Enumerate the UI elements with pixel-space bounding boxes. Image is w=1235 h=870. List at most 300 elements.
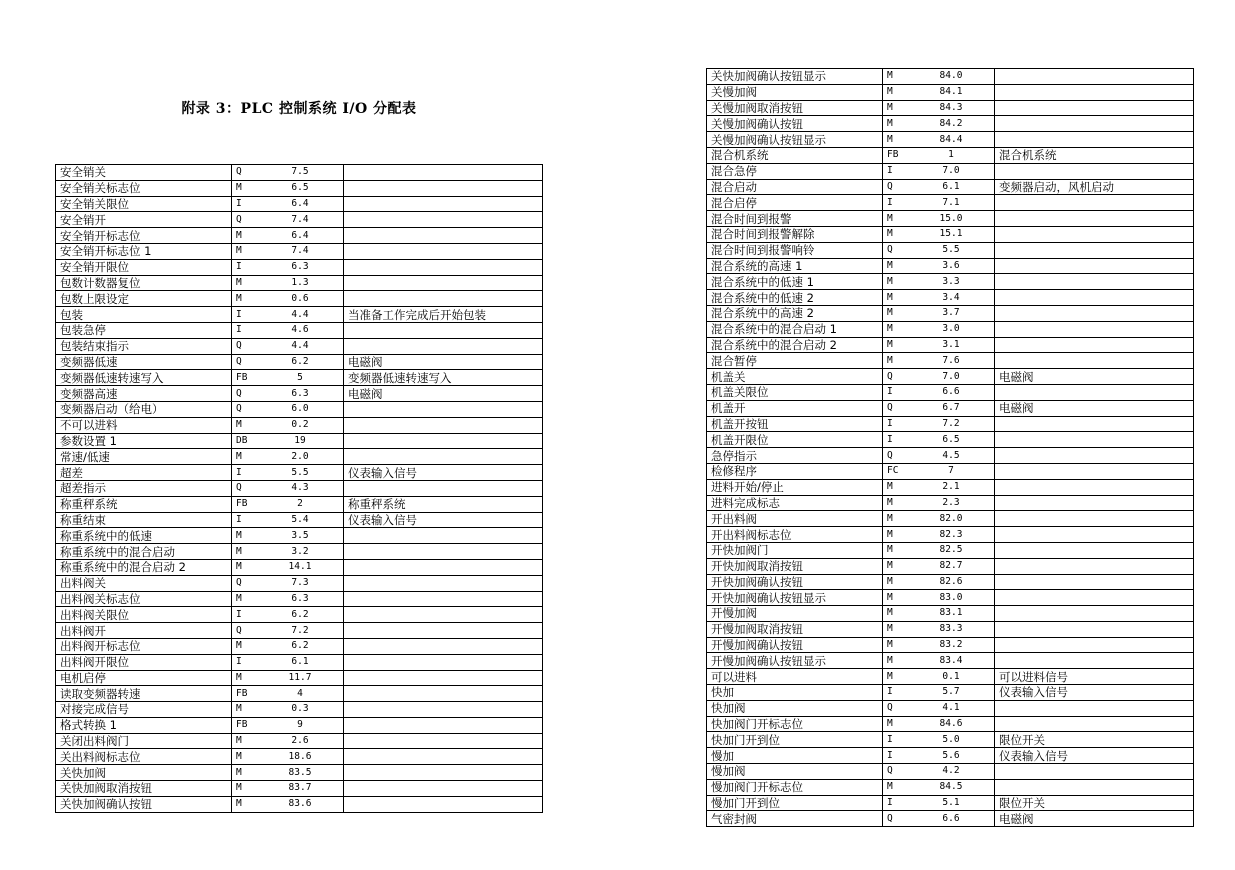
address-cell [232,370,344,386]
address-number: 4.4 [291,340,309,352]
signal-name-cell: 安全销关限位 [56,196,232,212]
address-cell [883,100,995,116]
remark-cell [344,559,543,575]
address-number: 5.5 [942,244,960,256]
address-number: 4 [297,687,303,699]
address-number: 3.3 [942,275,960,287]
address-cell [232,291,344,307]
table-row [707,764,1194,780]
address-type: Q [236,166,242,178]
address-cell [883,321,995,337]
signal-name-cell: 慢加阀 [707,764,883,780]
table-row [56,512,543,528]
address-cell [883,716,995,732]
address-type: M [236,450,242,462]
remark-cell: 仪表输入信号 [995,748,1194,764]
address-number: 82.6 [939,575,963,587]
signal-name-cell: 关快加阀 [56,765,232,781]
address-cell [883,84,995,100]
address-number: 84.4 [939,133,963,145]
remark-cell [344,749,543,765]
signal-name-cell: 快加阀 [707,700,883,716]
table-row [56,243,543,259]
address-cell [883,195,995,211]
table-row [707,511,1194,527]
signal-name-cell: 称重系统中的混合启动 2 [56,559,232,575]
remark-cell [344,670,543,686]
table-row [707,637,1194,653]
address-type: M [887,323,893,335]
table-row [707,732,1194,748]
address-number: 5.1 [942,797,960,809]
table-row [56,733,543,749]
signal-name-cell: 出料阀开标志位 [56,638,232,654]
remark-cell: 限位开关 [995,795,1194,811]
remark-cell [995,716,1194,732]
address-type: M [887,670,893,682]
signal-name-cell: 开慢加阀 [707,606,883,622]
address-cell [883,764,995,780]
address-type: M [887,639,893,651]
remark-cell [344,733,543,749]
address-number: 3.6 [942,259,960,271]
table-row [56,401,543,417]
remark-cell [995,448,1194,464]
address-type: M [887,338,893,350]
signal-name-cell: 开慢加阀确认按钮 [707,637,883,653]
remark-cell [995,574,1194,590]
address-type: I [887,165,893,177]
table-row [56,654,543,670]
table-row [707,416,1194,432]
address-type: M [887,591,893,603]
address-number: 3.0 [942,323,960,335]
address-number: 5.5 [291,466,309,478]
address-type: M [887,86,893,98]
address-type: I [887,386,893,398]
table-row [56,180,543,196]
signal-name-cell: 慢加 [707,748,883,764]
signal-name-cell: 混合时间到报警 [707,211,883,227]
address-cell [232,465,344,481]
address-number: 83.4 [939,654,963,666]
table-row [707,84,1194,100]
address-type: Q [236,577,242,589]
address-cell [883,353,995,369]
address-type: FB [236,687,248,699]
address-number: 0.1 [942,670,960,682]
address-type: M [236,292,242,304]
remark-cell [995,69,1194,85]
address-number: 6.6 [942,812,960,824]
address-cell [232,196,344,212]
signal-name-cell: 开快加阀取消按钮 [707,558,883,574]
address-number: 19 [294,434,306,446]
address-cell [232,607,344,623]
address-number: 3.5 [291,529,309,541]
address-cell [883,669,995,685]
signal-name-cell: 常速/低速 [56,449,232,465]
signal-name-cell: 开快加阀确认按钮 [707,574,883,590]
remark-cell [995,653,1194,669]
remark-cell [344,796,543,812]
address-number: 3.1 [942,338,960,350]
remark-cell [344,196,543,212]
remark-cell [995,495,1194,511]
remark-cell [995,116,1194,132]
address-type: Q [236,403,242,415]
address-type: M [236,782,242,794]
address-cell [883,590,995,606]
address-cell [883,606,995,622]
remark-cell [344,717,543,733]
address-cell [232,686,344,702]
address-number: 5.0 [942,733,960,745]
table-row [707,479,1194,495]
table-row [707,558,1194,574]
address-type: M [236,182,242,194]
address-type: M [887,496,893,508]
address-cell [232,243,344,259]
table-row [56,212,543,228]
address-number: 83.1 [939,607,963,619]
address-number: 84.0 [939,70,963,82]
table-row [707,653,1194,669]
address-type: FB [887,149,899,161]
address-number: 83.3 [939,623,963,635]
table-row [56,686,543,702]
address-type: Q [887,244,893,256]
remark-cell [995,511,1194,527]
address-type: M [887,307,893,319]
address-number: 4.1 [942,702,960,714]
remark-cell [995,84,1194,100]
signal-name-cell: 出料阀关限位 [56,607,232,623]
table-row [707,100,1194,116]
signal-name-cell: 开慢加阀取消按钮 [707,621,883,637]
address-type: I [887,797,893,809]
address-number: 7.4 [291,213,309,225]
table-row [56,449,543,465]
remark-cell [344,623,543,639]
address-type: M [236,640,242,652]
address-type: M [887,212,893,224]
address-cell [232,670,344,686]
address-cell [883,400,995,416]
table-row [56,717,543,733]
address-type: M [887,275,893,287]
remark-cell: 限位开关 [995,732,1194,748]
address-type: M [236,561,242,573]
address-number: 4.6 [291,324,309,336]
remark-cell [344,243,543,259]
signal-name-cell: 关闭出料阀门 [56,733,232,749]
address-type: FB [236,719,248,731]
address-type: M [236,703,242,715]
table-row [56,338,543,354]
address-cell [883,132,995,148]
address-type: DB [236,434,248,446]
address-cell [232,480,344,496]
address-type: Q [236,340,242,352]
address-type: M [887,101,893,113]
table-row [707,685,1194,701]
signal-name-cell: 机盖开按钮 [707,416,883,432]
address-cell [232,496,344,512]
address-type: I [236,308,242,320]
signal-name-cell: 安全销关标志位 [56,180,232,196]
table-row [707,606,1194,622]
address-cell [232,275,344,291]
signal-name-cell: 机盖开 [707,400,883,416]
address-number: 83.2 [939,639,963,651]
table-row [707,337,1194,353]
address-number: 84.2 [939,117,963,129]
signal-name-cell: 安全销开 [56,212,232,228]
address-cell [883,147,995,163]
remark-cell [995,606,1194,622]
remark-cell [344,686,543,702]
remark-cell [995,779,1194,795]
address-type: M [887,718,893,730]
remark-cell [344,259,543,275]
address-number: 6.4 [291,197,309,209]
table-row [707,163,1194,179]
remark-cell [344,544,543,560]
signal-name-cell: 混合系统的高速 1 [707,258,883,274]
signal-name-cell: 包装急停 [56,322,232,338]
signal-name-cell: 称重系统中的低速 [56,528,232,544]
remark-cell [995,195,1194,211]
table-row [56,370,543,386]
table-row [707,69,1194,85]
address-cell [232,575,344,591]
address-number: 5.4 [291,513,309,525]
address-number: 7.2 [942,417,960,429]
signal-name-cell: 可以进料 [707,669,883,685]
address-cell [883,637,995,653]
remark-cell [995,258,1194,274]
remark-cell [995,132,1194,148]
signal-name-cell: 称重结束 [56,512,232,528]
address-number: 1.3 [291,276,309,288]
address-type: M [236,735,242,747]
address-number: 7.1 [942,196,960,208]
remark-cell [995,274,1194,290]
remark-cell: 变频器低速转速写入 [344,370,543,386]
table-row [707,226,1194,242]
address-type: M [236,592,242,604]
signal-name-cell: 混合机系统 [707,147,883,163]
table-row [707,669,1194,685]
table-row [56,544,543,560]
table-row [707,195,1194,211]
address-number: 7.6 [942,354,960,366]
address-cell [232,512,344,528]
table-row [56,228,543,244]
remark-cell: 电磁阀 [995,400,1194,416]
remark-cell [344,607,543,623]
address-cell [232,433,344,449]
address-number: 7.0 [942,165,960,177]
address-cell [883,511,995,527]
address-type: M [887,623,893,635]
io-table-left [55,164,543,813]
table-row [56,528,543,544]
remark-cell [995,637,1194,653]
remark-cell [995,384,1194,400]
table-row [707,321,1194,337]
address-number: 84.3 [939,101,963,113]
table-row [56,322,543,338]
address-number: 2 [297,498,303,510]
signal-name-cell: 格式转换 1 [56,717,232,733]
address-number: 7.0 [942,370,960,382]
remark-cell [344,654,543,670]
address-number: 84.5 [939,781,963,793]
address-type: Q [887,812,893,824]
signal-name-cell: 混合系统中的高速 2 [707,305,883,321]
remark-cell [995,479,1194,495]
address-type: I [236,513,242,525]
address-cell [232,528,344,544]
remark-cell: 仪表输入信号 [995,685,1194,701]
remark-cell [344,591,543,607]
signal-name-cell: 快加门开到位 [707,732,883,748]
table-row [707,258,1194,274]
signal-name-cell: 混合时间到报警解除 [707,226,883,242]
table-row [56,417,543,433]
remark-cell [344,528,543,544]
address-cell [232,702,344,718]
address-type: M [887,781,893,793]
table-row [707,590,1194,606]
page-title: 附录 3：PLC 控制系统 I/O 分配表 [181,101,417,117]
remark-cell [995,542,1194,558]
remark-cell [995,416,1194,432]
remark-cell [995,305,1194,321]
address-number: 5.7 [942,686,960,698]
address-type: M [887,354,893,366]
io-table-right [706,68,1194,827]
address-cell [883,258,995,274]
address-cell [232,654,344,670]
address-number: 6.0 [291,403,309,415]
address-cell [883,685,995,701]
table-row [707,147,1194,163]
address-cell [232,386,344,402]
address-number: 0.2 [291,419,309,431]
table-row [707,400,1194,416]
table-row [707,290,1194,306]
address-cell [232,212,344,228]
remark-cell [995,527,1194,543]
address-number: 11.7 [288,671,312,683]
table-row [56,670,543,686]
address-cell [232,796,344,812]
address-cell [883,337,995,353]
address-cell [232,165,344,181]
table-row [56,591,543,607]
address-number: 6.3 [291,261,309,273]
address-cell [232,322,344,338]
remark-cell [995,321,1194,337]
remark-cell [344,165,543,181]
address-number: 3.7 [942,307,960,319]
table-row [56,433,543,449]
table-row [56,607,543,623]
address-number: 6.1 [942,180,960,192]
address-cell [232,591,344,607]
remark-cell [344,275,543,291]
address-cell [232,449,344,465]
table-row [56,796,543,812]
signal-name-cell: 混合启动 [707,179,883,195]
signal-name-cell: 关慢加阀取消按钮 [707,100,883,116]
address-type: Q [236,355,242,367]
address-type: Q [887,180,893,192]
address-type: M [887,133,893,145]
remark-cell [344,449,543,465]
remark-cell: 混合机系统 [995,147,1194,163]
remark-cell [995,337,1194,353]
address-cell [883,242,995,258]
address-cell [883,369,995,385]
address-cell [232,544,344,560]
remark-cell [995,558,1194,574]
address-cell [883,274,995,290]
signal-name-cell: 混合急停 [707,163,883,179]
address-type: I [236,324,242,336]
signal-name-cell: 混合系统中的低速 1 [707,274,883,290]
table-row [707,463,1194,479]
table-row [707,716,1194,732]
signal-name-cell: 出料阀关标志位 [56,591,232,607]
signal-name-cell: 开出料阀 [707,511,883,527]
address-number: 5.6 [942,749,960,761]
address-type: M [236,245,242,257]
remark-cell [995,242,1194,258]
signal-name-cell: 超差 [56,465,232,481]
remark-cell [344,338,543,354]
remark-cell [344,575,543,591]
address-type: FB [236,371,248,383]
address-type: M [887,228,893,240]
address-number: 6.2 [291,640,309,652]
address-cell [232,781,344,797]
table-row [707,795,1194,811]
address-number: 0.6 [291,292,309,304]
address-cell [232,765,344,781]
table-row [56,354,543,370]
remark-cell [995,700,1194,716]
address-cell [232,338,344,354]
address-type: M [887,70,893,82]
table-row [707,116,1194,132]
address-number: 5 [297,371,303,383]
remark-cell: 变频器启动，风机启动 [995,179,1194,195]
address-number: 15.0 [939,212,963,224]
remark-cell [344,781,543,797]
table-row [707,700,1194,716]
address-number: 9 [297,719,303,731]
address-type: Q [887,449,893,461]
address-type: I [887,733,893,745]
remark-cell [995,463,1194,479]
remark-cell: 电磁阀 [344,354,543,370]
table-row [707,432,1194,448]
signal-name-cell: 安全销关 [56,165,232,181]
